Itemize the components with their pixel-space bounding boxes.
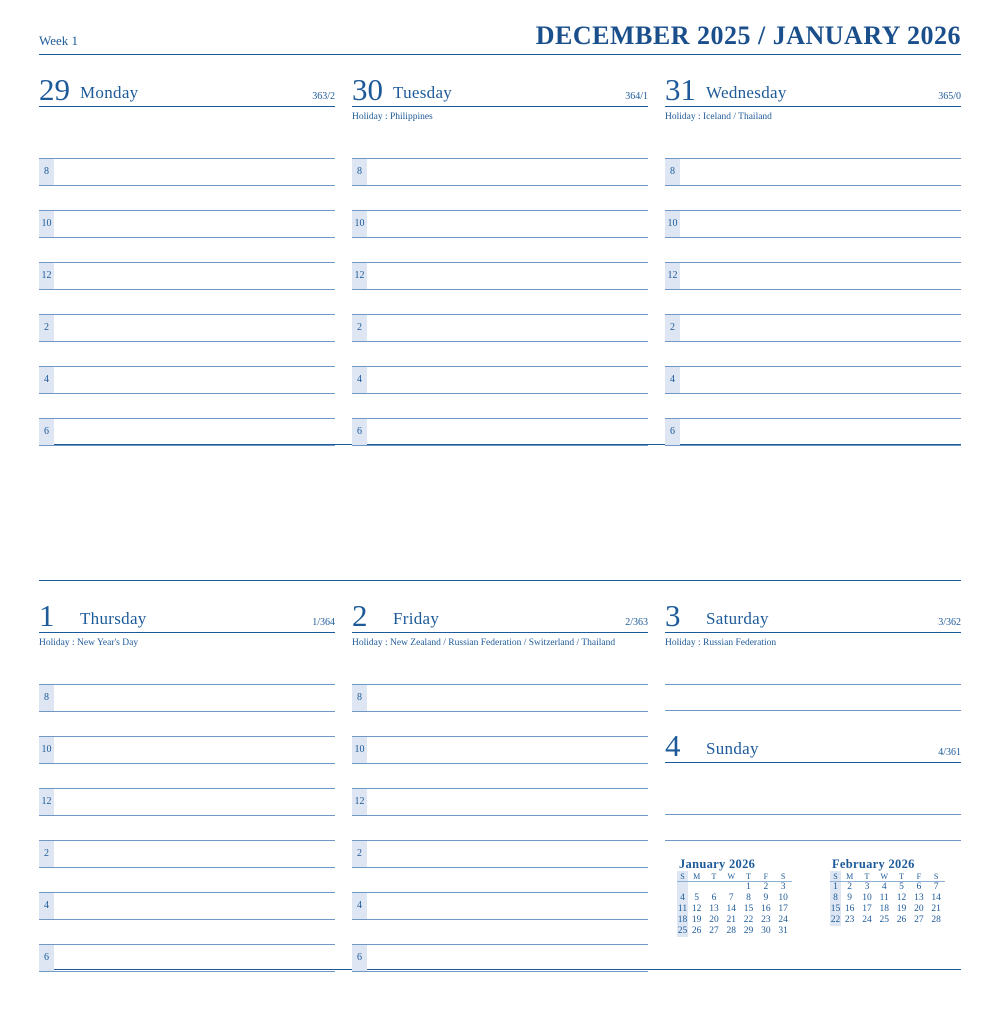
mini-week-row — [830, 882, 945, 893]
time-slot[interactable] — [39, 736, 335, 764]
mini-date: 19 — [896, 904, 907, 914]
mini-date: 17 — [862, 904, 872, 914]
time-slot[interactable] — [352, 840, 648, 868]
day-number: 30 — [352, 72, 383, 107]
hour-label: 6 — [39, 945, 54, 971]
time-slot[interactable] — [39, 262, 335, 290]
mini-date: 4 — [881, 882, 887, 892]
hour-label: 6 — [665, 419, 680, 445]
mini-date: 13 — [709, 904, 719, 914]
writing-line[interactable] — [665, 840, 961, 841]
day-count: 2/363 — [625, 617, 648, 628]
bottom-top-rule — [39, 580, 961, 581]
time-slot[interactable] — [352, 210, 648, 238]
time-slot[interactable] — [39, 892, 335, 920]
mini-calendar — [830, 857, 945, 926]
mini-date: 10 — [862, 893, 872, 903]
day-header — [352, 72, 648, 107]
day-name: Saturday — [706, 609, 769, 628]
mini-date — [723, 882, 740, 893]
day-name: Tuesday — [393, 83, 453, 102]
weekday-label: T — [893, 871, 910, 882]
holiday-note: Holiday : Philippines — [352, 112, 433, 122]
mini-date: 9 — [763, 893, 769, 903]
writing-line[interactable] — [665, 710, 961, 711]
mini-date: 15 — [743, 904, 754, 914]
mini-date: 16 — [844, 904, 855, 914]
week-label: Week 1 — [39, 33, 79, 48]
mini-date: 5 — [694, 893, 700, 903]
mini-date: 3 — [864, 882, 870, 892]
top-rule — [39, 54, 961, 55]
time-slot[interactable] — [39, 418, 335, 446]
hour-label: 12 — [39, 263, 54, 289]
mini-date: 1 — [830, 882, 841, 893]
hour-label: 2 — [352, 841, 367, 867]
mini-date — [688, 882, 705, 893]
mini-date: 2 — [763, 882, 769, 892]
weekday-label: M — [841, 871, 858, 882]
mini-week-row — [830, 893, 945, 904]
hour-label: 4 — [352, 367, 367, 393]
weekday-label: W — [876, 871, 893, 882]
day-monday — [39, 72, 335, 437]
hour-label: 6 — [352, 419, 367, 445]
time-slot[interactable] — [352, 892, 648, 920]
mini-week-row — [830, 915, 945, 926]
hour-label: 6 — [39, 419, 54, 445]
weekday-label: F — [910, 871, 927, 882]
mini-weekday-row — [830, 871, 945, 882]
time-slot[interactable] — [665, 158, 961, 186]
mini-date: 6 — [916, 882, 922, 892]
time-slot[interactable] — [39, 944, 335, 972]
mini-date: 3 — [780, 882, 786, 892]
page-title: DECEMBER 2025 / JANUARY 2026 — [535, 21, 961, 50]
mini-date — [677, 882, 688, 893]
hour-label: 10 — [352, 211, 367, 237]
weekday-label: M — [688, 871, 705, 882]
hour-label: 8 — [39, 159, 54, 185]
day-count: 363/2 — [312, 91, 335, 102]
day-name: Friday — [393, 609, 440, 628]
mini-calendar — [677, 857, 792, 937]
time-slot[interactable] — [665, 418, 961, 446]
time-slot[interactable] — [352, 736, 648, 764]
mini-date: 8 — [746, 893, 751, 903]
day-count: 1/364 — [312, 617, 335, 628]
mini-date: 22 — [830, 915, 841, 925]
hour-label: 2 — [352, 315, 367, 341]
day-name: Thursday — [80, 609, 147, 628]
day-count: 365/0 — [938, 91, 961, 102]
weekday-label: S — [830, 871, 841, 882]
time-slot[interactable] — [352, 314, 648, 342]
day-friday — [352, 598, 648, 963]
day-number: 31 — [665, 72, 696, 107]
mini-week-row — [830, 904, 945, 915]
mini-date: 13 — [914, 893, 924, 903]
mini-date: 2 — [847, 882, 853, 892]
time-slot[interactable] — [352, 158, 648, 186]
mini-date: 18 — [677, 915, 688, 925]
weekday-label: S — [927, 871, 944, 882]
mini-date: 23 — [761, 915, 771, 925]
mini-week-row — [677, 904, 792, 915]
mini-date: 27 — [709, 926, 719, 936]
hour-label: 10 — [39, 737, 54, 763]
day-number: 2 — [352, 598, 368, 633]
weekday-label: T — [858, 871, 875, 882]
hour-label: 10 — [352, 737, 367, 763]
day-name: Monday — [80, 83, 139, 102]
mini-date: 12 — [896, 893, 907, 903]
mini-week-row — [677, 882, 792, 893]
mini-date — [705, 882, 722, 893]
time-slot[interactable] — [39, 210, 335, 238]
mini-date: 24 — [862, 915, 872, 925]
mini-date: 17 — [778, 904, 788, 914]
time-slot[interactable] — [665, 314, 961, 342]
mini-date: 6 — [711, 893, 717, 903]
holiday-note: Holiday : New Zealand / Russian Federation / Switzerland / Thailand — [352, 638, 616, 648]
mini-date: 19 — [691, 915, 702, 925]
day-number: 4 — [665, 728, 681, 763]
day-count: 4/361 — [938, 747, 961, 758]
mini-date: 10 — [778, 893, 788, 903]
mini-date: 26 — [691, 926, 702, 936]
mini-date: 29 — [743, 926, 754, 936]
day-header — [665, 72, 961, 107]
mini-date: 26 — [896, 915, 907, 925]
mini-date: 7 — [933, 882, 939, 892]
mini-week-row — [677, 915, 792, 926]
day-wednesday — [665, 72, 961, 437]
hour-label: 4 — [665, 367, 680, 393]
time-slot[interactable] — [39, 158, 335, 186]
mini-week-row — [677, 893, 792, 904]
hour-label: 6 — [352, 945, 367, 971]
day-header — [665, 728, 961, 763]
mini-date: 24 — [778, 915, 788, 925]
hour-label: 12 — [352, 263, 367, 289]
time-slot[interactable] — [39, 684, 335, 712]
mini-date: 1 — [746, 882, 751, 892]
time-slot[interactable] — [665, 366, 961, 394]
writing-line[interactable] — [665, 684, 961, 685]
day-number: 1 — [39, 598, 55, 633]
hour-label: 4 — [352, 893, 367, 919]
day-count: 3/362 — [938, 617, 961, 628]
mini-weekday-row — [677, 871, 792, 882]
mini-date: 14 — [931, 893, 941, 903]
writing-line[interactable] — [665, 814, 961, 815]
time-slot[interactable] — [665, 210, 961, 238]
day-thursday — [39, 598, 335, 963]
time-slot[interactable] — [352, 684, 648, 712]
mini-date: 18 — [879, 904, 889, 914]
mini-date: 21 — [931, 904, 941, 914]
hour-label: 8 — [39, 685, 54, 711]
day-tuesday — [352, 72, 648, 437]
time-slot[interactable] — [39, 314, 335, 342]
day-name: Wednesday — [706, 83, 787, 102]
mini-date: 7 — [728, 893, 734, 903]
time-slot[interactable] — [39, 840, 335, 868]
mini-date: 16 — [761, 904, 771, 914]
mini-calendar-title: January 2026 — [679, 857, 756, 871]
mini-date: 4 — [677, 893, 688, 904]
mini-date: 11 — [677, 904, 688, 914]
time-slot[interactable] — [352, 262, 648, 290]
mini-date: 31 — [778, 926, 788, 936]
mini-date: 28 — [931, 915, 941, 925]
mini-date: 27 — [914, 915, 924, 925]
time-slot[interactable] — [665, 262, 961, 290]
hour-label: 12 — [39, 789, 54, 815]
holiday-note: Holiday : Russian Federation — [665, 638, 777, 648]
mini-calendar-title: February 2026 — [832, 857, 915, 871]
mini-date: 9 — [847, 893, 853, 903]
holiday-note: Holiday : New Year's Day — [39, 638, 139, 648]
day-number: 3 — [665, 598, 681, 633]
day-number: 29 — [39, 72, 70, 107]
day-sunday — [665, 728, 961, 763]
hour-label: 10 — [665, 211, 680, 237]
hour-label: 8 — [665, 159, 680, 185]
day-header — [39, 598, 335, 633]
day-count: 364/1 — [625, 91, 648, 102]
mini-date: 23 — [844, 915, 855, 925]
weekday-label: T — [740, 871, 757, 882]
weekday-label: W — [723, 871, 740, 882]
mini-date: 12 — [691, 904, 702, 914]
weekday-label: F — [757, 871, 774, 882]
mini-date: 5 — [899, 882, 904, 892]
day-header — [39, 72, 335, 107]
hour-label: 2 — [665, 315, 680, 341]
time-slot[interactable] — [352, 944, 648, 972]
holiday-note: Holiday : Iceland / Thailand — [665, 112, 772, 122]
mini-date: 8 — [830, 893, 841, 904]
hour-label: 12 — [352, 789, 367, 815]
weekday-label: S — [774, 871, 791, 882]
weekday-label: T — [705, 871, 722, 882]
mini-week-row — [677, 926, 792, 937]
mini-date: 20 — [914, 904, 924, 914]
mini-date: 25 — [879, 915, 889, 925]
time-slot[interactable] — [352, 788, 648, 816]
time-slot[interactable] — [39, 788, 335, 816]
mini-date: 30 — [761, 926, 771, 936]
day-saturday — [665, 598, 961, 648]
mini-date: 22 — [743, 915, 754, 925]
hour-label: 12 — [665, 263, 680, 289]
mini-date: 28 — [726, 926, 736, 936]
time-slot[interactable] — [352, 418, 648, 446]
hour-label: 4 — [39, 893, 54, 919]
hour-label: 4 — [39, 367, 54, 393]
hour-label: 8 — [352, 159, 367, 185]
weekday-label: S — [677, 871, 688, 882]
time-slot[interactable] — [352, 366, 648, 394]
mini-date: 21 — [726, 915, 736, 925]
day-header — [352, 598, 648, 633]
mini-date: 20 — [709, 915, 719, 925]
mini-date: 15 — [830, 904, 841, 914]
mini-date: 25 — [677, 926, 688, 936]
mini-date: 11 — [879, 893, 889, 903]
time-slot[interactable] — [39, 366, 335, 394]
mini-date: 14 — [726, 904, 736, 914]
hour-label: 2 — [39, 841, 54, 867]
hour-label: 2 — [39, 315, 54, 341]
hour-label: 10 — [39, 211, 54, 237]
hour-label: 8 — [352, 685, 367, 711]
day-header — [665, 598, 961, 633]
day-name: Sunday — [706, 739, 759, 758]
